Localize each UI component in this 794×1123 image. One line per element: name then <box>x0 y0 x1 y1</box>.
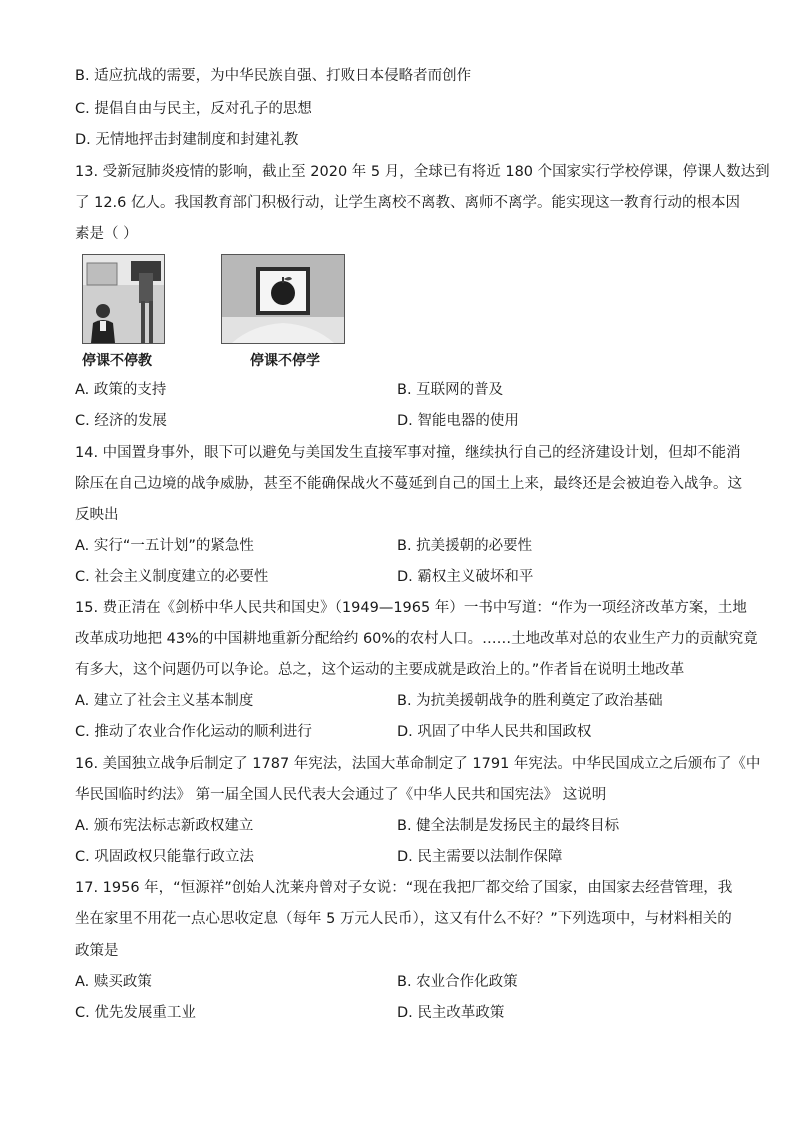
q14-option-c: C. 社会主义制度建立的必要性 <box>75 569 269 585</box>
online-teaching-photo <box>82 254 165 344</box>
q15-stem-line-1: 15. 费正清在《剑桥中华人民共和国史》（1949—1965 年）一书中写道：“作为一项经济改革方案，土地 <box>75 600 747 616</box>
online-learning-photo <box>221 254 345 344</box>
q14-option-d: D. 霸权主义破坏和平 <box>397 569 534 585</box>
q14-option-a: A. 实行“一五计划”的紧急性 <box>75 538 254 554</box>
image-1-caption: 停课不停教 <box>82 353 152 369</box>
q15-option-c: C. 推动了农业合作化运动的顺利进行 <box>75 724 312 740</box>
q17-option-b: B. 农业合作化政策 <box>397 974 518 990</box>
q17-stem-line-2: 坐在家里不用花一点心思收定息（每年 5 万元人民币），这又有什么不好？”下列选项中，与材料相关的 <box>75 911 732 927</box>
q13-stem-line-2: 了 12.6 亿人。我国教育部门积极行动，让学生离校不离教、离师不离学。能实现这一教育行动的根本因 <box>75 195 740 211</box>
q16-option-d: D. 民主需要以法制作保障 <box>397 849 563 865</box>
q17-stem-line-1: 17. 1956 年，“恒源祥”创始人沈莱舟曾对子女说：“现在我把厂都交给了国家，由国家去经营管理，我 <box>75 880 733 896</box>
q15-option-b: B. 为抗美援朝战争的胜利奠定了政治基础 <box>397 693 663 709</box>
q16-option-b: B. 健全法制是发扬民主的最终目标 <box>397 818 620 834</box>
q14-stem-line-1: 14. 中国置身事外，眼下可以避免与美国发生直接军事对撞，继续执行自己的经济建设计划，但却不能消 <box>75 445 741 461</box>
q14-option-b: B. 抗美援朝的必要性 <box>397 538 533 554</box>
q17-option-a: A. 赎买政策 <box>75 974 152 990</box>
q13-stem-line-1: 13. 受新冠肺炎疫情的影响，截止至 2020 年 5 月，全球已有将近 180 个国家实行学校停课，停课人数达到 <box>75 164 770 180</box>
q16-stem-line-1: 16. 美国独立战争后制定了 1787 年宪法，法国大革命制定了 1791 年宪法。中华民国成立之后颁布了《中 <box>75 756 761 772</box>
q12-option-c: C. 提倡自由与民主，反对孔子的思想 <box>75 101 312 117</box>
q16-stem-line-2: 华民国临时约法》 第一届全国人民代表大会通过了《中华人民共和国宪法》 这说明 <box>75 787 607 803</box>
q13-stem-line-3: 素是（ ） <box>75 226 138 242</box>
q16-option-a: A. 颁布宪法标志新政权建立 <box>75 818 254 834</box>
q12-option-b: B. 适应抗战的需要，为中华民族自强、打败日本侵略者而创作 <box>75 68 472 84</box>
q14-stem-line-2: 除压在自己边境的战争威胁，甚至不能确保战火不蔓延到自己的国土上来，最终还是会被迫卷入战争。这 <box>75 476 742 492</box>
q15-stem-line-2: 改革成功地把 43%的中国耕地重新分配给约 60%的农村人口。……土地改革对总的农业生产力的贡献究竟 <box>75 631 758 647</box>
q15-option-d: D. 巩固了中华人民共和国政权 <box>397 724 592 740</box>
q13-option-a: A. 政策的支持 <box>75 382 167 398</box>
computer-screen-illustration <box>222 255 344 343</box>
q14-stem-line-3: 反映出 <box>75 507 119 523</box>
q16-option-c: C. 巩固政权只能靠行政立法 <box>75 849 254 865</box>
q13-option-c: C. 经济的发展 <box>75 413 167 429</box>
q15-stem-line-3: 有多大，这个问题仍可以争论。总之，这个运动的主要成就是政治上的。”作者旨在说明土地改革 <box>75 662 685 678</box>
teacher-camera-illustration <box>83 255 164 343</box>
q17-option-d: D. 民主改革政策 <box>397 1005 505 1021</box>
q17-stem-line-3: 政策是 <box>75 943 119 959</box>
q13-option-b: B. 互联网的普及 <box>397 382 504 398</box>
q13-option-d: D. 智能电器的使用 <box>397 413 519 429</box>
q15-option-a: A. 建立了社会主义基本制度 <box>75 693 254 709</box>
q12-option-d: D. 无情地抨击封建制度和封建礼教 <box>75 132 299 148</box>
image-2-caption: 停课不停学 <box>250 353 320 369</box>
q17-option-c: C. 优先发展重工业 <box>75 1005 196 1021</box>
